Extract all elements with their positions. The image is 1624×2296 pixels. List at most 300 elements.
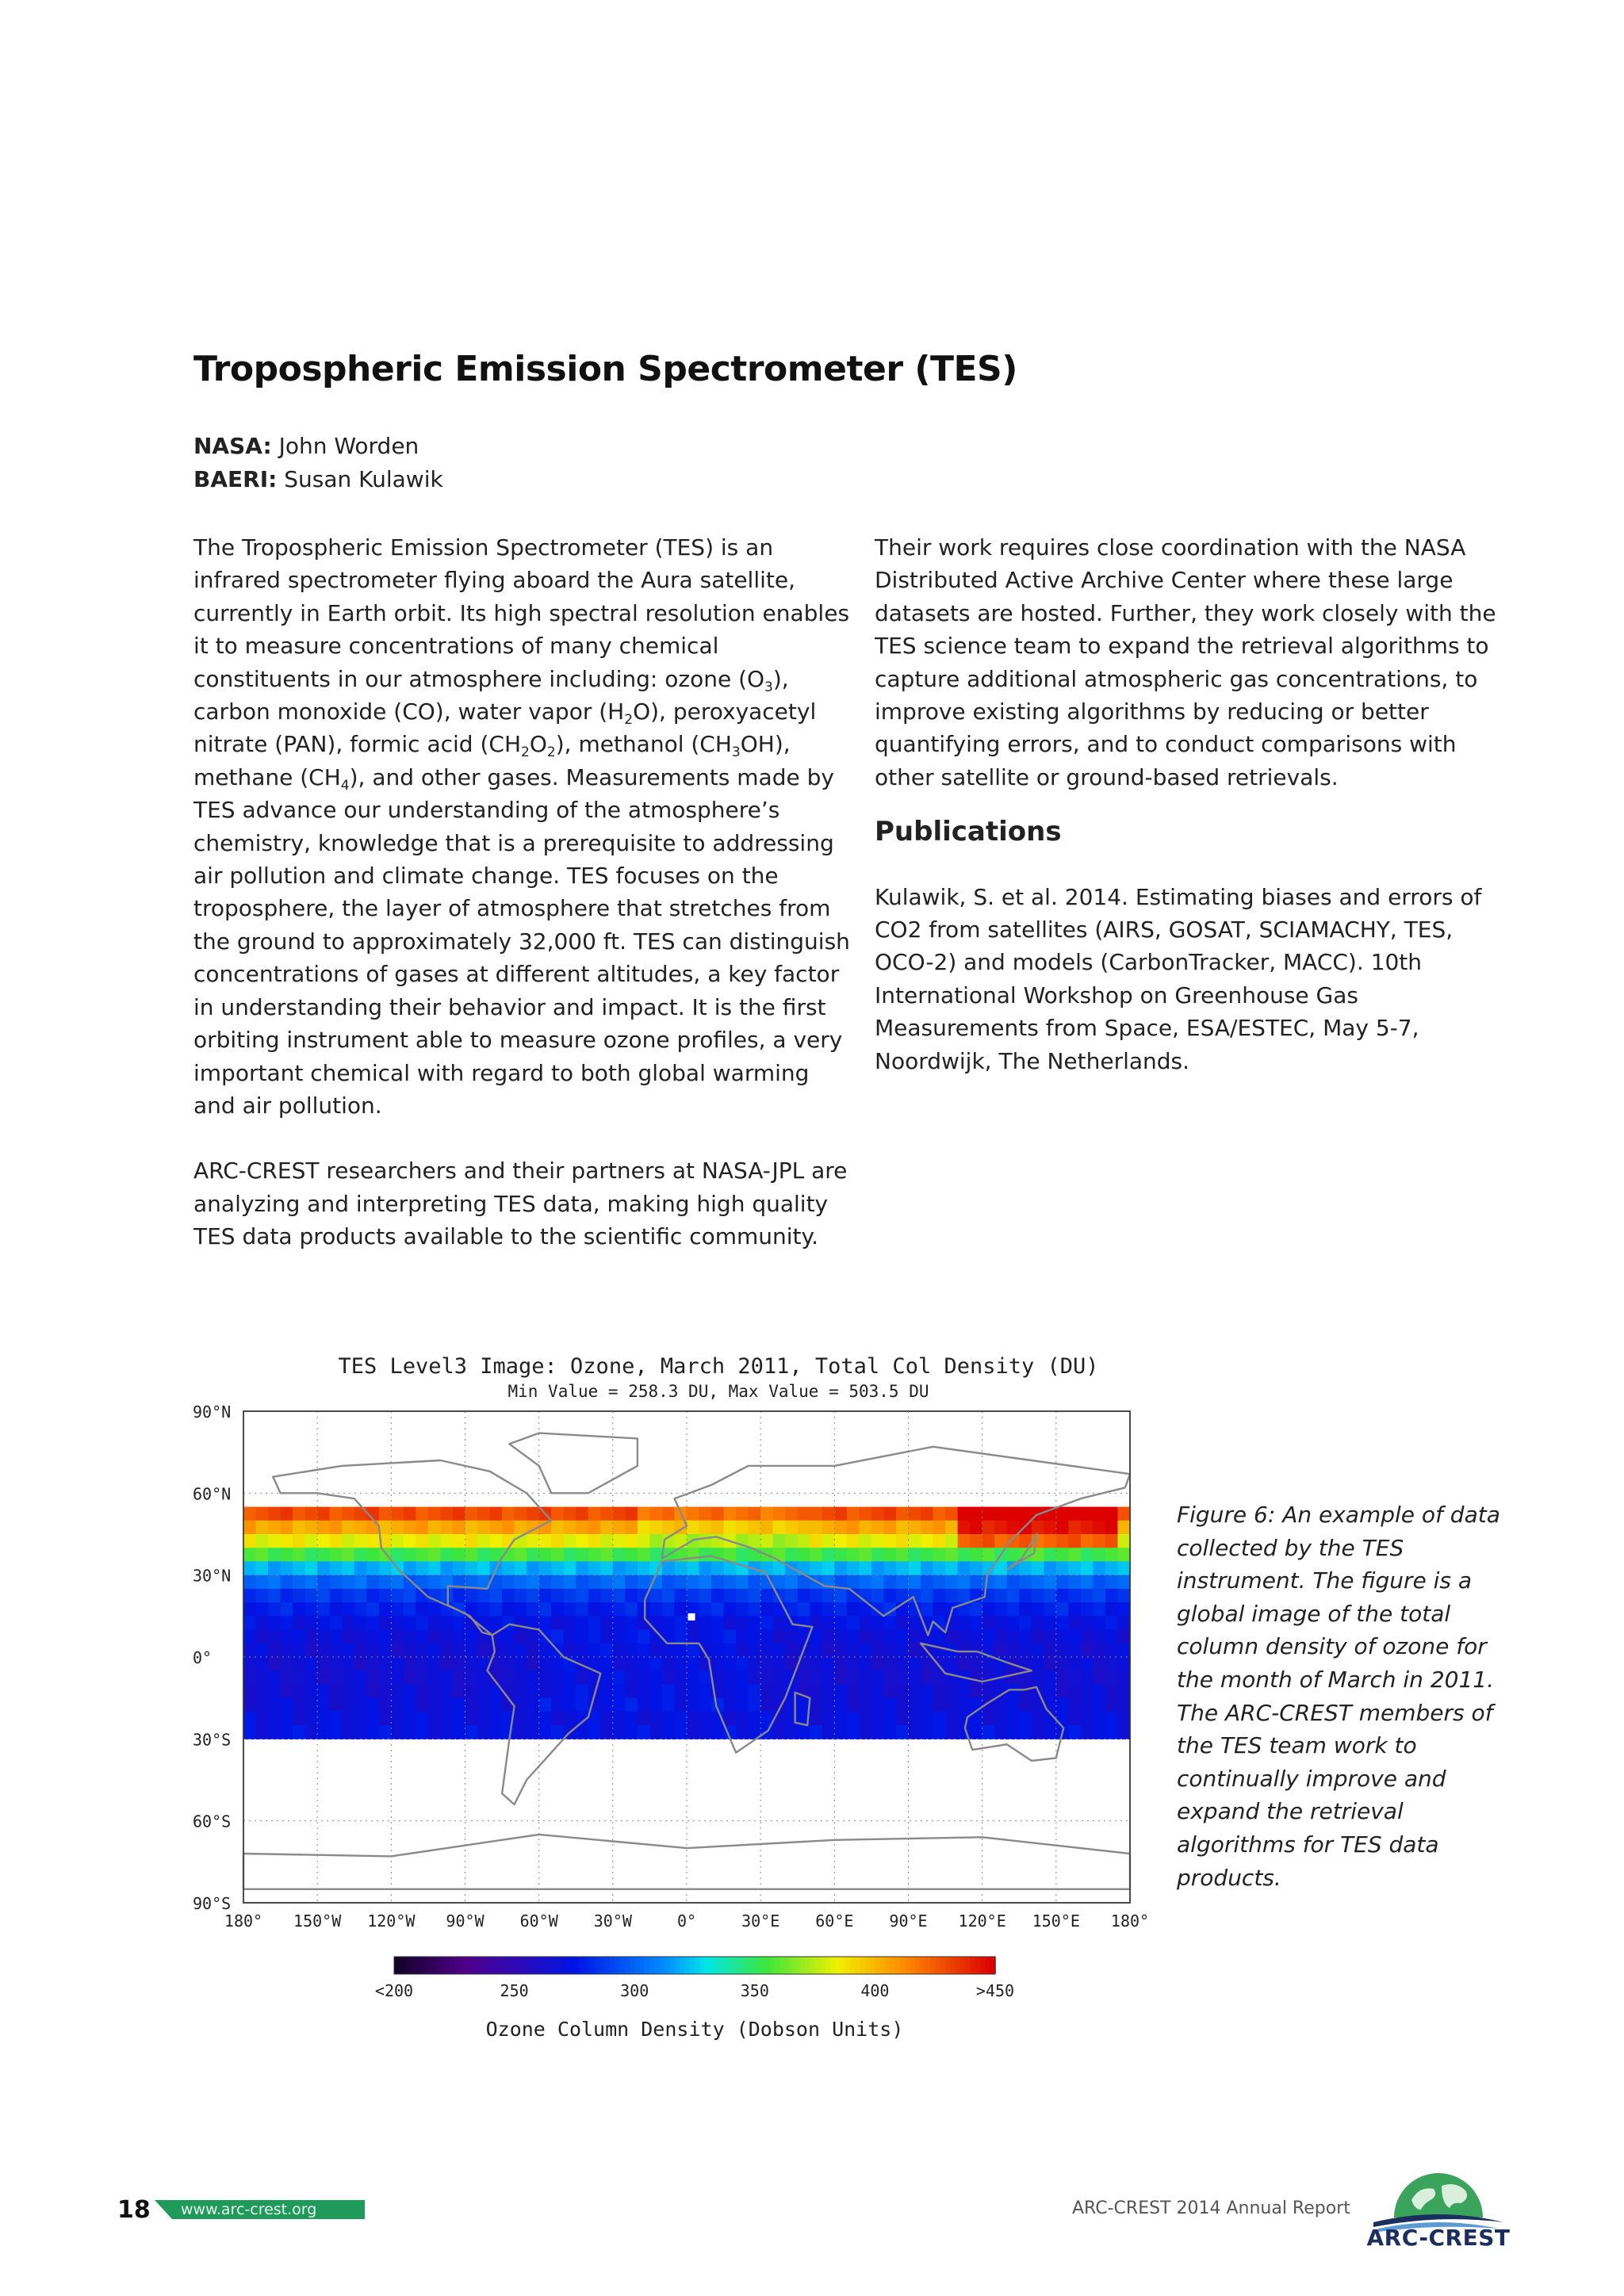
data-cell xyxy=(305,1630,318,1644)
data-cell xyxy=(268,1684,281,1698)
data-cell xyxy=(305,1616,318,1630)
data-cell xyxy=(317,1684,330,1698)
data-cell xyxy=(933,1725,946,1739)
data-cell xyxy=(674,1684,687,1698)
text-run: The Tropospheric Emission Spectrometer (TES) is an infrared spectrometer flying aboard the Aura satellite, currently in Earth orbit. Its high spectral resolution enables it to measure concentrations of many chemical constituents in our atmosphere including: ozone (O xyxy=(193,534,850,692)
data-cell xyxy=(256,1534,269,1548)
data-cell xyxy=(440,1712,453,1726)
colorbar-segment xyxy=(424,1957,430,1974)
data-cell xyxy=(268,1602,281,1617)
data-cell xyxy=(822,1712,835,1726)
data-cell xyxy=(1032,1548,1044,1562)
data-cell xyxy=(576,1548,588,1562)
figure-caption: Figure 6: An example of data collected by the TES instrument. The figure is a global image of the total column density of ozone for the month of March in 2011. The ARC-CREST members of the TES team work to continually improve and expand the retrieval algorithms for TES data products. xyxy=(1177,1502,1500,1891)
data-cell xyxy=(428,1575,441,1590)
data-cell xyxy=(994,1725,1007,1739)
colorbar-segment xyxy=(640,1957,645,1974)
data-cell xyxy=(1093,1575,1105,1590)
colorbar-tick-label: <200 xyxy=(374,1981,414,2000)
data-cell xyxy=(958,1521,971,1535)
data-cell xyxy=(871,1684,884,1698)
data-cell xyxy=(268,1521,281,1535)
data-cell xyxy=(613,1684,626,1698)
data-cell xyxy=(970,1521,982,1535)
data-cell xyxy=(674,1698,687,1712)
data-cell xyxy=(354,1616,367,1630)
data-cell xyxy=(810,1698,822,1712)
colorbar-segment xyxy=(619,1957,625,1974)
data-cell xyxy=(760,1670,773,1685)
text-run: O), peroxyacetyl nitrate (PAN), formic acid (CH xyxy=(193,698,817,758)
data-cell xyxy=(871,1712,884,1726)
data-cell xyxy=(539,1575,552,1590)
data-cell xyxy=(625,1521,638,1535)
data-cell xyxy=(798,1589,810,1603)
data-cell xyxy=(1044,1589,1056,1603)
data-cell xyxy=(834,1712,847,1726)
data-cell xyxy=(933,1684,946,1698)
data-cell xyxy=(551,1657,564,1671)
data-cell xyxy=(1081,1507,1094,1521)
data-cell xyxy=(1044,1602,1056,1617)
data-cell xyxy=(354,1725,367,1739)
data-cell xyxy=(243,1561,256,1575)
data-cell xyxy=(883,1684,896,1698)
data-cell xyxy=(883,1644,896,1658)
data-cell xyxy=(871,1589,884,1603)
data-cell xyxy=(551,1630,564,1644)
data-cell xyxy=(477,1684,490,1698)
data-cell xyxy=(847,1602,860,1617)
data-cell xyxy=(576,1602,588,1617)
data-cell xyxy=(330,1521,343,1535)
data-cell xyxy=(883,1521,896,1535)
data-cell xyxy=(625,1575,638,1590)
data-cell xyxy=(970,1561,982,1575)
data-cell xyxy=(551,1725,564,1739)
data-cell xyxy=(256,1561,269,1575)
data-cell xyxy=(909,1644,921,1658)
data-cell xyxy=(515,1670,527,1685)
data-cell xyxy=(970,1548,982,1562)
data-cell xyxy=(994,1602,1007,1617)
data-cell xyxy=(477,1712,490,1726)
data-cell xyxy=(330,1589,343,1603)
data-cell xyxy=(945,1725,958,1739)
data-cell xyxy=(1105,1616,1118,1630)
data-cell xyxy=(749,1657,761,1671)
data-cell xyxy=(687,1670,699,1685)
data-cell xyxy=(1093,1561,1105,1575)
data-cell xyxy=(638,1644,650,1658)
colorbar-segment xyxy=(599,1957,605,1974)
colorbar-segment xyxy=(725,1957,730,1974)
data-cell xyxy=(859,1630,871,1644)
data-cell xyxy=(958,1534,971,1548)
data-cell xyxy=(354,1561,367,1575)
colorbar-segment xyxy=(840,1957,845,1974)
data-cell xyxy=(1007,1534,1020,1548)
data-cell xyxy=(366,1548,379,1562)
data-cell xyxy=(674,1589,687,1603)
data-cell xyxy=(490,1684,503,1698)
data-cell xyxy=(896,1548,909,1562)
right-column xyxy=(875,531,1517,1077)
data-cell xyxy=(1105,1712,1118,1726)
data-cell xyxy=(1068,1670,1081,1685)
data-cell xyxy=(785,1725,798,1739)
data-cell xyxy=(404,1507,416,1521)
data-cell xyxy=(465,1630,478,1644)
data-cell xyxy=(1068,1725,1081,1739)
data-cell xyxy=(354,1575,367,1590)
data-cell xyxy=(564,1670,576,1685)
data-cell xyxy=(366,1644,379,1658)
data-cell xyxy=(1093,1698,1105,1712)
data-cell xyxy=(453,1507,465,1521)
data-cell xyxy=(366,1589,379,1603)
data-cell xyxy=(342,1534,354,1548)
colorbar-segment xyxy=(785,1957,791,1974)
data-cell xyxy=(736,1616,749,1630)
data-cell xyxy=(687,1712,699,1726)
data-cell xyxy=(527,1548,539,1562)
data-cell xyxy=(416,1534,428,1548)
data-cell xyxy=(317,1630,330,1644)
colorbar-segment xyxy=(895,1957,901,1974)
data-cell xyxy=(1093,1630,1105,1644)
data-cell xyxy=(1105,1630,1118,1644)
data-cell xyxy=(847,1670,860,1685)
data-cell xyxy=(1019,1589,1032,1603)
data-cell xyxy=(1081,1561,1094,1575)
data-cell xyxy=(613,1534,626,1548)
data-cell xyxy=(600,1725,613,1739)
data-cell xyxy=(871,1575,884,1590)
data-cell xyxy=(699,1521,712,1535)
data-cell xyxy=(379,1670,392,1685)
data-cell xyxy=(256,1644,269,1658)
colorbar-segment xyxy=(815,1957,821,1974)
data-cell xyxy=(896,1561,909,1575)
colorbar-segment xyxy=(419,1957,425,1974)
data-cell xyxy=(982,1507,995,1521)
data-cell xyxy=(330,1712,343,1726)
data-cell xyxy=(1044,1725,1056,1739)
data-cell xyxy=(994,1575,1007,1590)
lon-tick-label: 90°E xyxy=(889,1911,928,1931)
data-cell xyxy=(1117,1712,1130,1726)
data-cell xyxy=(564,1534,576,1548)
data-cell xyxy=(994,1561,1007,1575)
data-cell xyxy=(736,1712,749,1726)
data-cell xyxy=(293,1725,305,1739)
data-cell xyxy=(921,1548,933,1562)
data-cell xyxy=(613,1507,626,1521)
data-cell xyxy=(404,1548,416,1562)
lon-tick-label: 180° xyxy=(224,1911,263,1931)
data-cell xyxy=(404,1670,416,1685)
data-cell xyxy=(1019,1698,1032,1712)
data-cell xyxy=(958,1712,971,1726)
data-cell xyxy=(600,1616,613,1630)
data-cell xyxy=(527,1575,539,1590)
data-cell xyxy=(970,1657,982,1671)
data-cell xyxy=(1117,1548,1130,1562)
data-cell xyxy=(440,1507,453,1521)
data-cell xyxy=(539,1712,552,1726)
data-cell xyxy=(366,1657,379,1671)
colorbar-segment xyxy=(404,1957,410,1974)
data-cell xyxy=(687,1725,699,1739)
data-cell xyxy=(379,1698,392,1712)
data-cell xyxy=(749,1507,761,1521)
page-number: 18 xyxy=(117,2196,151,2224)
data-cell xyxy=(871,1521,884,1535)
data-cell xyxy=(785,1548,798,1562)
data-cell xyxy=(416,1725,428,1739)
data-cell xyxy=(281,1521,293,1535)
data-cell xyxy=(638,1712,650,1726)
data-cell xyxy=(428,1684,441,1698)
data-cell xyxy=(724,1670,737,1685)
data-cell xyxy=(945,1712,958,1726)
data-cell xyxy=(354,1684,367,1698)
data-cell xyxy=(576,1670,588,1685)
data-cell xyxy=(564,1602,576,1617)
data-cell xyxy=(982,1534,995,1548)
data-cell xyxy=(736,1630,749,1644)
colorbar-segment xyxy=(680,1957,685,1974)
data-cell xyxy=(1093,1684,1105,1698)
colorbar-segment xyxy=(574,1957,580,1974)
data-cell xyxy=(1044,1548,1056,1562)
ozone-map-chart xyxy=(178,1340,1182,2053)
data-cell xyxy=(342,1698,354,1712)
data-cell xyxy=(921,1725,933,1739)
data-cell xyxy=(391,1575,404,1590)
data-cell xyxy=(724,1507,737,1521)
data-cell xyxy=(613,1670,626,1685)
data-cell xyxy=(564,1521,576,1535)
data-cell xyxy=(822,1589,835,1603)
data-cell xyxy=(564,1712,576,1726)
data-cell xyxy=(687,1521,699,1535)
data-cell xyxy=(699,1534,712,1548)
data-cell xyxy=(539,1548,552,1562)
data-cell xyxy=(366,1616,379,1630)
colorbar-segment xyxy=(550,1957,555,1974)
colorbar-segment xyxy=(565,1957,570,1974)
colorbar-segment xyxy=(865,1957,871,1974)
colorbar-segment xyxy=(580,1957,585,1974)
data-cell xyxy=(527,1602,539,1617)
data-cell xyxy=(1105,1657,1118,1671)
data-cell xyxy=(1056,1575,1069,1590)
data-cell xyxy=(293,1561,305,1575)
data-cell xyxy=(465,1725,478,1739)
data-cell xyxy=(600,1534,613,1548)
data-cell xyxy=(749,1670,761,1685)
data-cell xyxy=(366,1534,379,1548)
data-cell xyxy=(945,1561,958,1575)
data-cell xyxy=(330,1561,343,1575)
lat-tick-label: 60°S xyxy=(193,1812,232,1831)
data-cell xyxy=(1068,1521,1081,1535)
data-cell xyxy=(1081,1657,1094,1671)
data-cell xyxy=(527,1507,539,1521)
colorbar-segment xyxy=(604,1957,610,1974)
colorbar-segment xyxy=(985,1957,990,1974)
data-cell xyxy=(527,1589,539,1603)
data-cell xyxy=(515,1644,527,1658)
data-cell xyxy=(970,1507,982,1521)
data-cell xyxy=(724,1657,737,1671)
data-cell xyxy=(1068,1644,1081,1658)
data-cell xyxy=(453,1561,465,1575)
data-cell xyxy=(909,1698,921,1712)
data-cell xyxy=(649,1670,662,1685)
data-cell xyxy=(674,1725,687,1739)
data-cell xyxy=(1105,1548,1118,1562)
data-cell xyxy=(1117,1630,1130,1644)
data-cell xyxy=(847,1521,860,1535)
data-cell xyxy=(588,1548,601,1562)
data-cell xyxy=(896,1712,909,1726)
data-cell xyxy=(465,1589,478,1603)
data-cell xyxy=(281,1698,293,1712)
data-cell xyxy=(465,1698,478,1712)
data-cell xyxy=(945,1575,958,1590)
data-cell xyxy=(1068,1507,1081,1521)
data-cell xyxy=(539,1644,552,1658)
data-cell xyxy=(588,1616,601,1630)
colorbar-segment xyxy=(755,1957,760,1974)
data-cell xyxy=(699,1602,712,1617)
colorbar-segment xyxy=(500,1957,505,1974)
text-run: ), carbon monoxide (CO), water vapor (H xyxy=(193,665,789,725)
data-cell xyxy=(428,1725,441,1739)
data-cell xyxy=(933,1698,946,1712)
data-cell xyxy=(871,1616,884,1630)
colorbar-segment xyxy=(920,1957,925,1974)
colorbar-tick-label: 300 xyxy=(620,1981,649,2000)
data-cell xyxy=(527,1561,539,1575)
data-cell xyxy=(638,1521,650,1535)
colorbar-segment xyxy=(444,1957,450,1974)
data-cell xyxy=(1007,1725,1020,1739)
data-cell xyxy=(1105,1698,1118,1712)
data-cell xyxy=(379,1630,392,1644)
footer-url[interactable]: www.arc-crest.org xyxy=(181,2201,317,2218)
colorbar-segment xyxy=(825,1957,830,1974)
data-cell xyxy=(1019,1602,1032,1617)
colorbar-segment xyxy=(695,1957,700,1974)
data-cell xyxy=(834,1698,847,1712)
colorbar-label: Ozone Column Density (Dobson Units) xyxy=(485,2018,904,2041)
data-cell xyxy=(1105,1725,1118,1739)
data-cell xyxy=(564,1575,576,1590)
colorbar-segment xyxy=(850,1957,856,1974)
data-cell xyxy=(834,1507,847,1521)
data-cell xyxy=(600,1657,613,1671)
colorbar-segment xyxy=(860,1957,865,1974)
data-cell xyxy=(810,1561,822,1575)
data-cell xyxy=(699,1684,712,1698)
data-cell xyxy=(945,1698,958,1712)
data-cell xyxy=(613,1575,626,1590)
data-cell xyxy=(243,1602,256,1617)
data-cell xyxy=(428,1670,441,1685)
data-cell xyxy=(921,1521,933,1535)
data-cell xyxy=(1032,1602,1044,1617)
data-cell xyxy=(1056,1548,1069,1562)
data-cell xyxy=(834,1534,847,1548)
data-cell xyxy=(502,1657,515,1671)
data-cell xyxy=(527,1644,539,1658)
data-cell xyxy=(440,1589,453,1603)
data-cell xyxy=(354,1534,367,1548)
data-cell xyxy=(551,1561,564,1575)
data-cell xyxy=(428,1644,441,1658)
data-cell xyxy=(945,1657,958,1671)
data-cell xyxy=(625,1725,638,1739)
article-title: Tropospheric Emission Spectrometer (TES) xyxy=(193,349,1017,389)
data-cell xyxy=(502,1602,515,1617)
data-cell xyxy=(847,1507,860,1521)
data-cell xyxy=(785,1534,798,1548)
data-cell xyxy=(366,1670,379,1685)
data-cell xyxy=(317,1698,330,1712)
data-cell xyxy=(994,1507,1007,1521)
data-cell xyxy=(293,1521,305,1535)
data-cell xyxy=(982,1602,995,1617)
colorbar-segment xyxy=(714,1957,720,1974)
data-cell xyxy=(773,1644,786,1658)
data-cell xyxy=(773,1725,786,1739)
data-cell xyxy=(773,1602,786,1617)
data-cell xyxy=(982,1657,995,1671)
data-cell xyxy=(330,1630,343,1644)
data-cell xyxy=(687,1644,699,1658)
data-cell xyxy=(268,1698,281,1712)
data-cell xyxy=(724,1630,737,1644)
data-cell xyxy=(638,1561,650,1575)
data-cell xyxy=(810,1725,822,1739)
lon-tick-label: 30°W xyxy=(593,1911,632,1931)
data-cell xyxy=(883,1698,896,1712)
data-cell xyxy=(281,1507,293,1521)
colorbar-segment xyxy=(545,1957,550,1974)
lon-tick-label: 90°W xyxy=(446,1911,485,1931)
data-cell xyxy=(1044,1684,1056,1698)
data-cell xyxy=(404,1616,416,1630)
data-cell xyxy=(281,1548,293,1562)
data-cell xyxy=(749,1534,761,1548)
data-cell xyxy=(440,1521,453,1535)
data-cell xyxy=(465,1507,478,1521)
data-cell xyxy=(896,1630,909,1644)
data-cell xyxy=(281,1644,293,1658)
data-cell xyxy=(994,1712,1007,1726)
data-cell xyxy=(1081,1644,1094,1658)
data-cell xyxy=(1117,1602,1130,1617)
data-cell xyxy=(256,1602,269,1617)
data-cell xyxy=(551,1616,564,1630)
data-cell xyxy=(342,1507,354,1521)
data-cell xyxy=(1056,1507,1069,1521)
data-cell xyxy=(1068,1602,1081,1617)
